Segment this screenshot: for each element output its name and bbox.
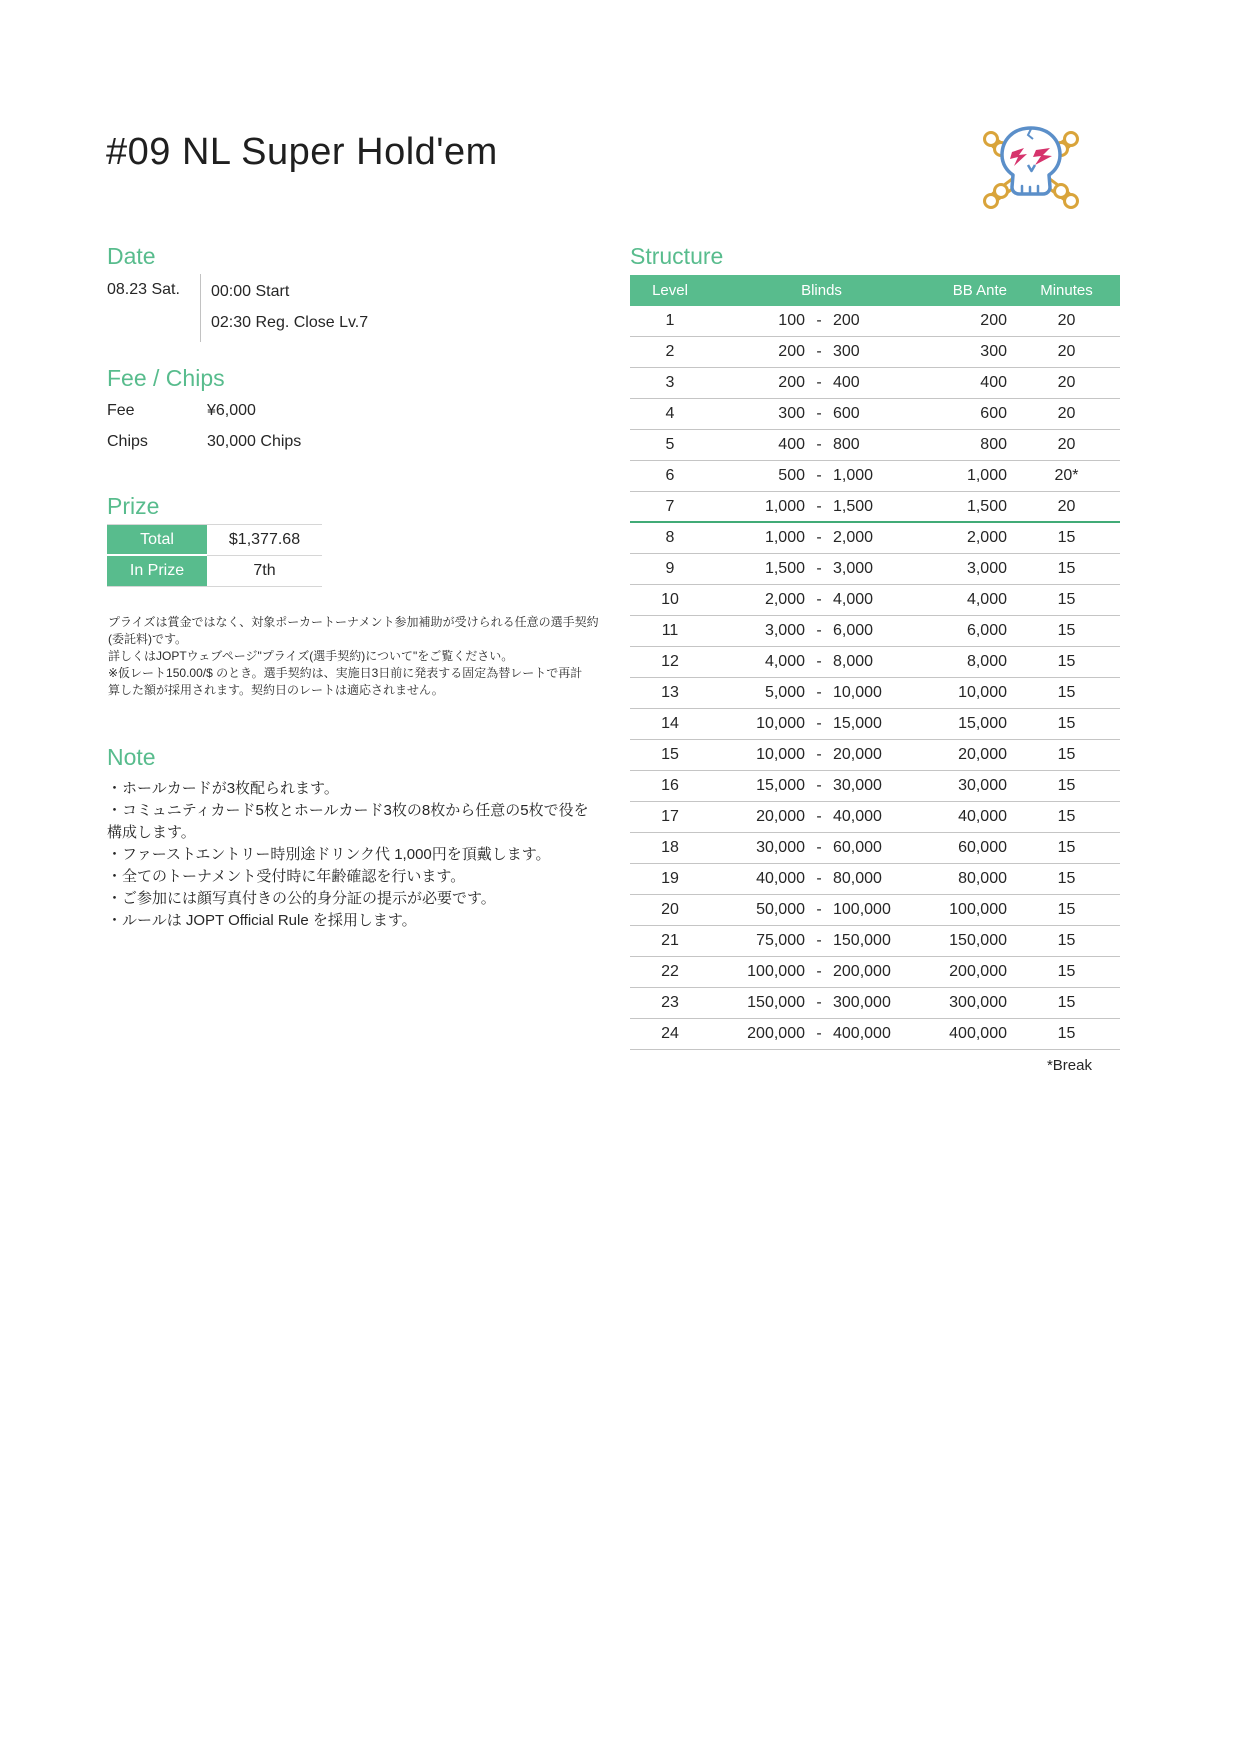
- blinds-separator: -: [816, 343, 822, 360]
- level-cell: 1: [665, 312, 675, 329]
- level-cell: 13: [661, 684, 679, 701]
- small-blind-cell: 200: [778, 374, 805, 391]
- minutes-cell: 15: [1057, 1025, 1076, 1042]
- blinds-separator: -: [816, 715, 822, 732]
- level-cell: 16: [661, 777, 679, 794]
- blinds-separator: -: [816, 653, 822, 670]
- blinds-separator: -: [816, 684, 822, 701]
- big-blind-cell: 6,000: [833, 622, 874, 639]
- bb-ante-cell: 1,000: [966, 467, 1007, 484]
- minutes-cell: 20: [1057, 343, 1076, 360]
- structure-level-row: [630, 368, 1120, 399]
- big-blind-cell: 15,000: [833, 715, 882, 732]
- blinds-separator: -: [816, 436, 822, 453]
- fee-chips-value: ¥6,000: [207, 402, 256, 419]
- prize-row-label: Total: [107, 525, 207, 556]
- big-blind-cell: 300: [833, 343, 860, 360]
- big-blind-cell: 20,000: [833, 746, 882, 763]
- fee-chips-label: Fee: [107, 402, 135, 419]
- big-blind-cell: 150,000: [833, 932, 891, 949]
- fee-chips-rows: [107, 402, 547, 464]
- skull-crossbones-logo: [972, 118, 1090, 223]
- level-cell: 7: [665, 497, 675, 515]
- big-blind-cell: 60,000: [833, 839, 882, 856]
- big-blind-cell: 8,000: [833, 653, 874, 670]
- blinds-separator: -: [816, 777, 822, 794]
- structure-level-row: [630, 337, 1120, 368]
- prize-heading: Prize: [107, 493, 160, 519]
- small-blind-cell: 4,000: [764, 653, 805, 670]
- small-blind-cell: 3,000: [764, 622, 805, 639]
- fee-chips-value: 30,000 Chips: [207, 433, 302, 450]
- blinds-separator: -: [816, 591, 822, 608]
- structure-level-row: [630, 771, 1120, 802]
- blinds-separator: -: [816, 560, 822, 577]
- minutes-cell: 15: [1057, 622, 1076, 639]
- bb-ante-cell: 200: [980, 312, 1007, 329]
- page-title: #09 NL Super Hold'em: [106, 131, 498, 173]
- minutes-cell: 15: [1057, 963, 1076, 980]
- fee-chips-row: [107, 402, 547, 433]
- minutes-cell: 20: [1057, 405, 1076, 422]
- big-blind-cell: 200,000: [833, 963, 891, 980]
- prize-row-value: 7th: [253, 562, 276, 579]
- column-header-bb-ante: BB Ante: [952, 282, 1007, 299]
- structure-level-row: [630, 864, 1120, 895]
- structure-level-row: [630, 802, 1120, 833]
- bb-ante-cell: 10,000: [958, 684, 1007, 701]
- note-line: ・全てのトーナメント受付時に年齢確認を行います。: [107, 868, 466, 885]
- structure-table-body: [630, 306, 1120, 1050]
- big-blind-cell: 400,000: [833, 1025, 891, 1042]
- level-cell: 20: [661, 901, 679, 918]
- small-blind-cell: 100: [778, 312, 805, 329]
- bb-ante-cell: 300,000: [949, 994, 1007, 1011]
- bb-ante-cell: 8,000: [966, 653, 1007, 670]
- bb-ante-cell: 400: [980, 374, 1007, 391]
- bb-ante-cell: 150,000: [949, 932, 1007, 949]
- small-blind-cell: 1,500: [764, 560, 805, 577]
- level-cell: 24: [661, 1025, 679, 1042]
- blinds-separator: -: [816, 622, 822, 639]
- prize-disclaimer-line: プライズは賞金ではなく、対象ポーカートーナメント参加補助が受けられる任意の選手契約: [108, 615, 599, 629]
- skull-crossbones-icon: [972, 118, 1090, 218]
- bb-ante-cell: 80,000: [958, 870, 1007, 887]
- small-blind-cell: 50,000: [756, 901, 805, 918]
- level-cell: 22: [661, 963, 679, 980]
- minutes-cell: 20: [1057, 497, 1076, 515]
- level-cell: 12: [661, 653, 679, 670]
- level-cell: 8: [665, 529, 675, 546]
- level-cell: 10: [661, 591, 679, 608]
- prize-disclaimer-line: (委託料)です。: [108, 632, 188, 646]
- prize-section: [107, 493, 547, 587]
- blinds-separator: -: [816, 808, 822, 825]
- small-blind-cell: 200: [778, 343, 805, 360]
- bb-ante-cell: 3,000: [966, 560, 1007, 577]
- minutes-cell: 15: [1057, 684, 1076, 701]
- column-header-blinds: Blinds: [801, 282, 842, 299]
- big-blind-cell: 200: [833, 312, 860, 329]
- prize-table: [107, 524, 322, 587]
- structure-section: [630, 243, 1120, 1074]
- small-blind-cell: 300: [778, 405, 805, 422]
- bb-ante-cell: 15,000: [958, 715, 1007, 732]
- break-footnote: *Break: [1046, 1057, 1092, 1074]
- prize-row-label: In Prize: [107, 556, 207, 586]
- small-blind-cell: 100,000: [747, 963, 805, 980]
- big-blind-cell: 800: [833, 436, 860, 453]
- bb-ante-cell: 200,000: [949, 963, 1007, 980]
- bb-ante-cell: 300: [980, 343, 1007, 360]
- minutes-cell: 20: [1057, 436, 1076, 453]
- minutes-cell: 20: [1057, 374, 1076, 391]
- small-blind-cell: 15,000: [756, 777, 805, 794]
- minutes-cell: 20: [1057, 312, 1076, 329]
- column-header-minutes: Minutes: [1040, 282, 1093, 299]
- bb-ante-cell: 400,000: [949, 1025, 1007, 1042]
- column-header-level: Level: [652, 282, 688, 299]
- small-blind-cell: 400: [778, 436, 805, 453]
- minutes-cell: 15: [1057, 746, 1076, 763]
- minutes-cell: 15: [1057, 932, 1076, 949]
- structure-level-row: [630, 585, 1120, 616]
- blinds-separator: -: [816, 994, 822, 1011]
- small-blind-cell: 40,000: [756, 870, 805, 887]
- structure-level-row: [630, 616, 1120, 647]
- big-blind-cell: 40,000: [833, 808, 882, 825]
- date-day: 08.23 Sat.: [107, 281, 180, 298]
- level-cell: 19: [661, 870, 679, 887]
- small-blind-cell: 1,000: [764, 497, 805, 515]
- structure-level-row: [630, 709, 1120, 740]
- big-blind-cell: 10,000: [833, 684, 882, 701]
- minutes-cell: 15: [1057, 839, 1076, 856]
- blinds-separator: -: [816, 529, 822, 546]
- blinds-separator: -: [816, 1025, 822, 1042]
- bb-ante-cell: 20,000: [958, 746, 1007, 763]
- minutes-cell: 15: [1057, 777, 1076, 794]
- blinds-separator: -: [816, 870, 822, 887]
- date-time-line: 00:00 Start: [211, 283, 290, 300]
- level-cell: 21: [661, 932, 679, 949]
- big-blind-cell: 30,000: [833, 777, 882, 794]
- prize-row: [107, 525, 322, 556]
- minutes-cell: 15: [1057, 560, 1076, 577]
- small-blind-cell: 1,000: [764, 529, 805, 546]
- level-cell: 3: [665, 374, 675, 391]
- note-heading: Note: [107, 744, 156, 770]
- fee-chips-label: Chips: [107, 433, 148, 450]
- small-blind-cell: 5,000: [764, 684, 805, 701]
- structure-level-row: [630, 523, 1120, 554]
- structure-level-row: [630, 461, 1120, 492]
- level-cell: 23: [661, 994, 679, 1011]
- minutes-cell: 15: [1057, 715, 1076, 732]
- blinds-separator: -: [816, 497, 822, 515]
- minutes-cell: 15: [1057, 994, 1076, 1011]
- note-line: ・ホールカードが3枚配られます。: [107, 780, 339, 797]
- small-blind-cell: 500: [778, 467, 805, 484]
- level-cell: 14: [661, 715, 679, 732]
- structure-level-row: [630, 740, 1120, 771]
- small-blind-cell: 200,000: [747, 1025, 805, 1042]
- fee-chips-row: [107, 433, 547, 464]
- note-line: ・ご参加には顔写真付きの公的身分証の提示が必要です。: [107, 890, 496, 907]
- small-blind-cell: 10,000: [756, 746, 805, 763]
- blinds-separator: -: [816, 746, 822, 763]
- note-line: ・ファーストエントリー時別途ドリンク代 1,000円を頂戴します。: [107, 846, 551, 863]
- small-blind-cell: 20,000: [756, 808, 805, 825]
- bb-ante-cell: 30,000: [958, 777, 1007, 794]
- structure-level-row: [630, 492, 1120, 523]
- structure-level-row: [630, 833, 1120, 864]
- bb-ante-cell: 40,000: [958, 808, 1007, 825]
- big-blind-cell: 400: [833, 374, 860, 391]
- level-cell: 15: [661, 746, 679, 763]
- note-line: ・ルールは JOPT Official Rule を採用します。: [107, 912, 417, 929]
- level-cell: 9: [665, 560, 675, 577]
- minutes-cell: 15: [1057, 591, 1076, 608]
- level-cell: 2: [665, 343, 675, 360]
- blinds-separator: -: [816, 839, 822, 856]
- structure-level-row: [630, 988, 1120, 1019]
- small-blind-cell: 150,000: [747, 994, 805, 1011]
- fee-chips-heading: Fee / Chips: [107, 365, 225, 391]
- prize-disclaimer: [108, 614, 599, 699]
- prize-disclaimer-line: ※仮レート150.00/$ のとき。選手契約は、実施日3日前に発表する固定為替レートで再計: [108, 666, 583, 680]
- minutes-cell: 15: [1057, 529, 1076, 546]
- structure-level-row: [630, 957, 1120, 988]
- big-blind-cell: 1,500: [833, 497, 874, 515]
- big-blind-cell: 80,000: [833, 870, 882, 887]
- small-blind-cell: 75,000: [756, 932, 805, 949]
- note-list: [107, 778, 607, 932]
- date-section: [107, 243, 547, 342]
- prize-row: [107, 556, 322, 587]
- big-blind-cell: 300,000: [833, 994, 891, 1011]
- date-time-line: 02:30 Reg. Close Lv.7: [211, 314, 369, 331]
- blinds-separator: -: [816, 374, 822, 391]
- blinds-separator: -: [816, 405, 822, 422]
- level-cell: 5: [665, 436, 675, 453]
- bb-ante-cell: 100,000: [949, 901, 1007, 918]
- date-heading: Date: [107, 243, 156, 269]
- structure-heading: Structure: [630, 243, 724, 269]
- big-blind-cell: 1,000: [833, 467, 874, 484]
- structure-level-row: [630, 895, 1120, 926]
- structure-level-row: [630, 306, 1120, 337]
- structure-level-row: [630, 554, 1120, 585]
- big-blind-cell: 100,000: [833, 901, 891, 918]
- minutes-cell: 15: [1057, 870, 1076, 887]
- blinds-separator: -: [816, 312, 822, 329]
- prize-disclaimer-line: 詳しくはJOPTウェブページ"プライズ(選手契約)について"をご覧ください。: [108, 649, 514, 663]
- bb-ante-cell: 2,000: [966, 529, 1007, 546]
- date-times: [200, 274, 368, 342]
- minutes-cell: 15: [1057, 901, 1076, 918]
- bb-ante-cell: 1,500: [966, 497, 1007, 515]
- structure-level-row: [630, 678, 1120, 709]
- level-cell: 6: [665, 467, 675, 484]
- small-blind-cell: 10,000: [756, 715, 805, 732]
- level-cell: 4: [665, 405, 675, 422]
- big-blind-cell: 600: [833, 405, 860, 422]
- note-line: 構成します。: [107, 824, 196, 841]
- note-section: [107, 744, 607, 932]
- blinds-separator: -: [816, 932, 822, 949]
- note-line: ・コミュニティカード5枚とホールカード3枚の8枚から任意の5枚で役を: [107, 802, 589, 819]
- bb-ante-cell: 4,000: [966, 591, 1007, 608]
- blinds-separator: -: [816, 901, 822, 918]
- structure-table-header: [630, 275, 1120, 306]
- blinds-separator: -: [816, 963, 822, 980]
- big-blind-cell: 4,000: [833, 591, 874, 608]
- minutes-cell: 15: [1057, 808, 1076, 825]
- minutes-cell: 20*: [1054, 467, 1079, 484]
- bb-ante-cell: 800: [980, 436, 1007, 453]
- small-blind-cell: 2,000: [764, 591, 805, 608]
- minutes-cell: 15: [1057, 653, 1076, 670]
- big-blind-cell: 2,000: [833, 529, 874, 546]
- structure-level-row: [630, 399, 1120, 430]
- fee-chips-section: [107, 365, 547, 464]
- prize-row-value: $1,377.68: [228, 531, 301, 548]
- prize-disclaimer-line: 算した額が採用されます。契約日のレートは適応されません。: [108, 683, 444, 697]
- date-body: [107, 274, 547, 342]
- structure-level-row: [630, 926, 1120, 957]
- bb-ante-cell: 6,000: [966, 622, 1007, 639]
- level-cell: 17: [661, 808, 679, 825]
- blinds-separator: -: [816, 467, 822, 484]
- level-cell: 11: [661, 622, 679, 639]
- small-blind-cell: 30,000: [756, 839, 805, 856]
- bb-ante-cell: 600: [980, 405, 1007, 422]
- structure-level-row: [630, 1019, 1120, 1050]
- bb-ante-cell: 60,000: [958, 839, 1007, 856]
- structure-level-row: [630, 430, 1120, 461]
- level-cell: 18: [661, 839, 679, 856]
- structure-level-row: [630, 647, 1120, 678]
- big-blind-cell: 3,000: [833, 560, 874, 577]
